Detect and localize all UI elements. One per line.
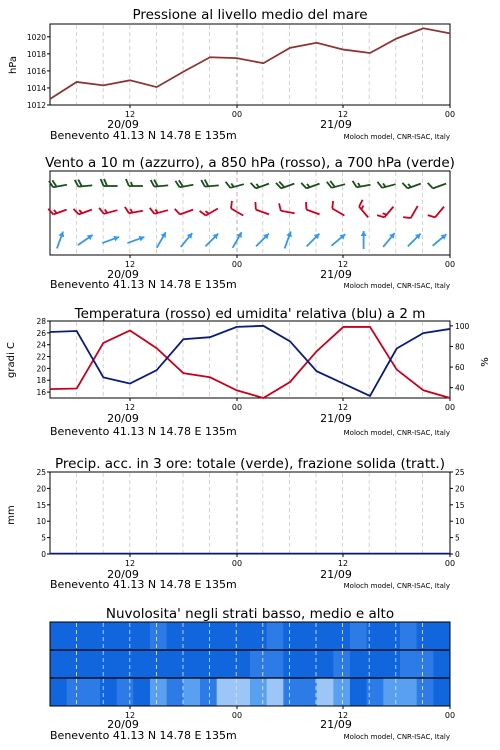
wind-barb [278,203,296,213]
cloud-cell [50,622,67,650]
y-tick-label: 25 [36,468,46,477]
cloud-cell [400,678,417,706]
wind-barb [203,232,220,249]
cloud-cell [67,650,84,678]
y-right-tick-label: 40 [455,383,465,393]
location-label: Benevento 41.13 N 14.78 E 135m [50,578,237,591]
barb-feather [78,179,82,186]
cloud-cell [300,678,317,706]
cloud-cell [150,622,167,650]
cloud-cell [67,678,84,706]
cloud-cell [217,678,234,706]
y-tick-label: 1020 [26,32,46,42]
cloud-cell [250,650,267,678]
date-label: 21/09 [320,268,352,281]
barb-feather [151,180,155,187]
temperature-chart [6,306,491,438]
barb-feather [104,179,107,186]
barb-feather [253,202,258,210]
cloud-cell [150,678,167,706]
barb-shaft [281,211,295,213]
y-tick-label: 10 [36,517,46,527]
cloud-cell [317,678,334,706]
date-label: 20/09 [107,268,139,281]
y-tick-label: 24 [36,340,46,350]
date-label: 21/09 [320,118,352,131]
x-tick-label: 00 [231,559,243,568]
x-tick-label: 12 [124,403,136,412]
x-tick-label: 12 [124,559,136,568]
barb-feather [205,179,209,186]
wind-barb [178,231,194,249]
y-tick-label: 1018 [26,49,46,59]
y-right-tick-label: 15 [455,500,465,510]
wind-barb [228,201,246,216]
cloud-cell [267,650,284,678]
temperature-line [50,327,450,398]
cloud-cell [300,622,317,650]
chart-title: Vento a 10 m (azzurro), a 850 hPa (rosso), a 700 hPa (verde) [45,155,455,171]
wind-barb [175,178,193,188]
cloud-cell [117,622,134,650]
chart-title: Pressione al livello medio del mare [132,7,368,23]
chart-title: Nuvolosita' negli strati basso, medio e alto [105,606,395,622]
y-axis-label: mm [6,505,17,525]
x-tick-label: 00 [231,711,243,720]
y-tick-label: 26 [36,328,46,338]
plot-frame [50,472,450,554]
cloud-cell [350,678,367,706]
wind-barb [251,177,269,189]
x-tick-label: 00 [231,260,243,269]
chart-title: Precip. acc. in 3 ore: totale (verde), frazione solida (tratt.) [55,456,445,472]
cloud-cell [283,622,300,650]
y-tick-label: 1014 [26,83,46,93]
date-label: 21/09 [320,568,352,581]
cloud-cell [183,678,200,706]
cloud-cell [183,622,200,650]
x-tick-label: 00 [444,559,456,568]
y-tick-label: 16 [36,388,46,398]
wind-barb [282,231,294,250]
barb-feather [278,203,282,210]
barb-shaft [306,210,319,215]
wind-barb [151,178,169,186]
barb-feather [226,181,231,189]
cloud-cell [50,678,67,706]
credit-label: Moloch model, CNR-ISAC, Italy [343,733,450,741]
location-label: Benevento 41.13 N 14.78 E 135m [50,729,237,742]
cloud-cell [200,622,217,650]
cloud-cell [350,622,367,650]
location-label: Benevento 41.13 N 14.78 E 135m [50,278,237,291]
cloud-cell [400,622,417,650]
y-right-tick-label: 60 [455,363,465,373]
y-right-tick-label: 25 [455,468,465,477]
wind-barb [226,177,244,188]
date-label: 21/09 [320,412,352,425]
barb-shaft [359,207,368,218]
credit-label: Moloch model, CNR-ISAC, Italy [343,429,450,437]
y-right-tick-label: 0 [455,550,460,559]
humidity-line [50,326,450,396]
cloud-cell [383,678,400,706]
barb-feather [330,201,336,209]
pressure-chart [8,7,455,142]
pressure-line [50,28,450,99]
x-tick-label: 12 [124,260,136,269]
date-label: 20/09 [107,568,139,581]
x-tick-label: 12 [124,110,136,119]
wind-barb [126,234,145,246]
cloud-cell [267,678,284,706]
cloud-cell [83,678,100,706]
cloud-cell [417,622,434,650]
y-tick-label: 20 [36,484,46,494]
cloud-cell [383,622,400,650]
barb-shaft [411,206,418,218]
date-label: 20/09 [107,718,139,731]
cloud-cell [283,650,300,678]
x-tick-label: 12 [337,403,349,412]
cloud-cell [133,650,150,678]
cloud-cell [183,650,200,678]
cloud-cell [83,622,100,650]
wind-barb [361,231,367,249]
wind-barb [353,178,371,188]
cloud-cell [433,622,450,650]
x-tick-label: 12 [337,110,349,119]
barb-arrow [237,231,245,238]
wind-barb [54,231,66,250]
wind-barb [377,202,393,220]
y-right-tick-label: 5 [455,533,460,543]
x-tick-label: 00 [444,110,456,119]
date-label: 21/09 [320,718,352,731]
y-right-tick-label: 100 [455,321,470,331]
cloud-cell [300,650,317,678]
cloud-cell [217,622,234,650]
y-tick-label: 28 [36,317,46,326]
cloud-cell [100,678,117,706]
y-axis-label-right: % [480,357,491,367]
cloud-cell [283,678,300,706]
barb-feather [360,206,364,210]
cloud-cell [100,622,117,650]
barb-feather [150,207,155,215]
cloud-cell [333,622,350,650]
y-tick-label: 15 [36,500,46,510]
y-right-tick-label: 10 [455,517,465,527]
barb-feather [403,215,411,221]
cloud-cell [167,650,184,678]
wind-barb [403,202,418,220]
wind-barb [201,178,219,186]
barb-shaft [435,207,444,218]
barb-feather [402,182,407,190]
wind-barb [428,202,444,220]
cloud-cell [433,678,450,706]
y-tick-label: 0 [41,550,46,559]
cloud-cell [83,650,100,678]
wind-barb [175,203,193,215]
barb-feather [304,202,309,210]
y-tick-label: 18 [36,376,46,386]
chart-title: Temperatura (rosso) ed umidita' relativa (blu) a 2 m [74,306,426,322]
cloud-cell [133,622,150,650]
date-label: 20/09 [107,118,139,131]
barb-feather [383,212,387,216]
cloud-cell [167,678,184,706]
wind-barb [48,203,66,215]
cloud-cell [250,622,267,650]
cloud-cell [150,650,167,678]
wind-barb [99,203,117,214]
y-right-tick-label: 20 [455,484,465,494]
cloud-cell [383,650,400,678]
wind-barb [126,179,143,186]
cloud-cell [317,650,334,678]
y-axis-label: gradi C [6,342,17,378]
y-tick-label: 22 [36,352,46,362]
barb-shaft [433,184,446,189]
wind-barb [431,232,449,248]
barb-feather [301,182,306,190]
wind-barb [357,200,373,218]
wind-chart [45,155,455,291]
location-label: Benevento 41.13 N 14.78 E 135m [50,129,237,142]
cloud-chart [50,606,455,742]
wind-barb [428,177,446,189]
wind-barb [276,177,294,189]
barb-feather [125,206,129,213]
barb-feather [200,209,206,217]
y-tick-label: 20 [36,364,46,374]
wind-barb [125,204,143,214]
cloud-cell [350,650,367,678]
barb-feather [353,180,357,187]
cloud-cell [333,650,350,678]
barb-feather [428,213,435,220]
wind-barb [330,201,348,216]
barb-feather [48,208,53,216]
credit-label: Moloch model, CNR-ISAC, Italy [343,582,450,590]
x-tick-label: 12 [124,711,136,720]
wind-barb [49,178,67,188]
cloud-cell [333,678,350,706]
barb-feather [126,179,129,186]
barb-feather [428,182,433,190]
x-tick-label: 12 [337,260,349,269]
wind-barb [76,232,94,247]
wind-barb [101,234,120,246]
x-tick-label: 00 [444,711,456,720]
wind-barb [402,177,420,189]
barb-feather [175,208,180,216]
barb-feather [201,180,205,187]
cloud-cell [167,622,184,650]
y-tick-label: 1016 [26,66,46,76]
y-tick-label: 1012 [26,101,46,110]
date-label: 20/09 [107,412,139,425]
barb-feather [251,182,256,190]
wind-barb [304,202,322,214]
wind-barb [406,232,423,249]
wind-barb [301,177,319,189]
y-axis-label: hPa [8,55,19,75]
x-tick-label: 12 [337,559,349,568]
wind-barb [200,202,218,217]
barb-shaft [384,207,393,218]
x-tick-label: 00 [444,260,456,269]
y-tick-label: 5 [41,533,46,543]
cloud-cell [117,678,134,706]
precipitation-chart [6,456,465,591]
wind-barb [230,231,244,250]
cloud-cell [400,650,417,678]
credit-label: Moloch model, CNR-ISAC, Italy [343,133,450,141]
wind-barb [329,232,347,248]
wind-barb [305,232,322,249]
cloud-cell [317,622,334,650]
wind-barb [150,203,168,214]
barb-arrow [361,231,367,236]
x-tick-label: 00 [231,110,243,119]
wind-barb [377,177,395,188]
x-tick-label: 00 [444,403,456,412]
cloud-cell [67,622,84,650]
wind-barb [75,178,93,186]
wind-barb [381,231,397,249]
barb-shaft [180,210,193,215]
plot-frame [50,24,450,105]
x-tick-label: 12 [337,711,349,720]
cloud-cell [50,650,67,678]
credit-label: Moloch model, CNR-ISAC, Italy [343,282,450,290]
cloud-cell [200,650,217,678]
barb-feather [74,208,79,216]
cloud-cell [117,650,134,678]
y-right-tick-label: 80 [455,342,465,352]
cloud-cell [417,650,434,678]
wind-barb [253,202,271,214]
cloud-cell [100,650,117,678]
cloud-cell [417,678,434,706]
cloud-cell [433,650,450,678]
cloud-cell [217,650,234,678]
cloud-cell [133,678,150,706]
wind-barb [154,231,168,250]
cloud-cell [200,678,217,706]
cloud-cell [250,678,267,706]
barb-feather [154,179,158,186]
x-tick-label: 00 [231,403,243,412]
barb-feather [228,201,234,209]
cloud-cell [267,622,284,650]
barb-arrow [161,231,169,238]
location-label: Benevento 41.13 N 14.78 E 135m [50,425,237,438]
barb-feather [377,181,382,189]
